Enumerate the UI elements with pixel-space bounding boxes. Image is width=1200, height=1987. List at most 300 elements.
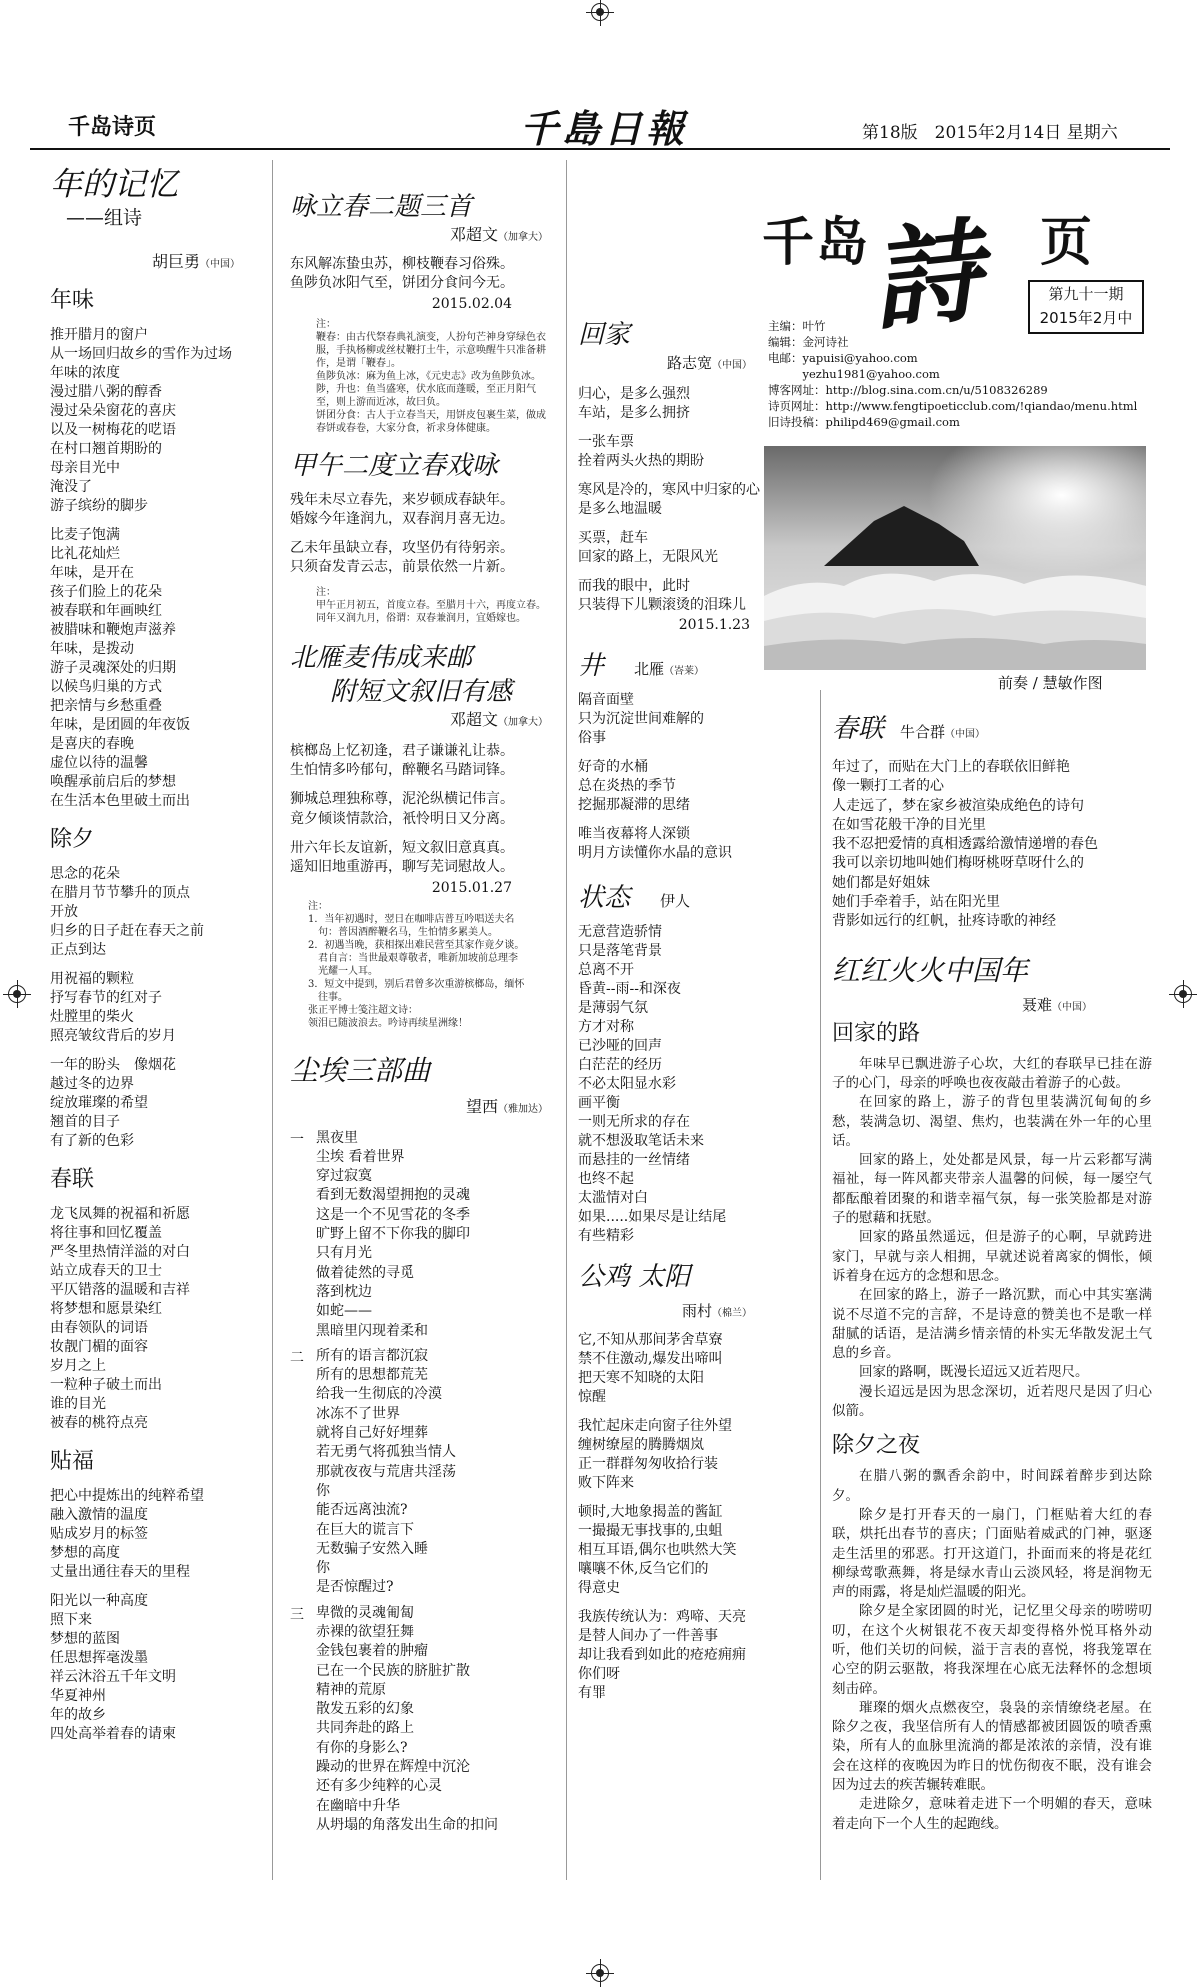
paragraph: 在腊八粥的飘香余韵中，时间踩着醉步到达除夕。 bbox=[832, 1468, 1152, 1504]
essay-paragraphs bbox=[832, 1467, 1152, 1834]
text-line: 一撮撮无事找事的,虫蛆 bbox=[578, 1523, 723, 1539]
text-line: 以候鸟归巢的方式 bbox=[50, 679, 162, 695]
photo-caption: 前奏 / 慧敏作图 bbox=[998, 674, 1103, 692]
text-line: 就不想汲取笔话未来 bbox=[578, 1133, 704, 1149]
text-line: 散发五彩的幻象 bbox=[316, 1701, 414, 1718]
text-line: 甲午正月初五，首度立春。至腊月十六，再度立春。 bbox=[316, 599, 546, 611]
text-line: 拴着两头火热的期盼 bbox=[578, 453, 704, 469]
text-line: 她们手牵着手，站在阳光里 bbox=[832, 894, 1000, 911]
text-line: 如果.....如果尽是让结尾 bbox=[578, 1209, 727, 1225]
section-heading: 除夕 bbox=[50, 827, 95, 852]
poem-notes bbox=[316, 318, 560, 435]
column-3 bbox=[578, 318, 758, 1703]
column-divider bbox=[272, 160, 273, 1880]
text-line: 而悬挂的一丝情绪 bbox=[578, 1152, 690, 1168]
paragraph: 走进除夕，意味着走进下一个明媚的春天，意味着走向下一个人生的起跑线。 bbox=[832, 1796, 1152, 1832]
section-lines bbox=[50, 1205, 265, 1433]
text-line: 买票，赶车 bbox=[578, 530, 648, 546]
poem-title: 甲午二度立春戏咏 bbox=[290, 450, 499, 481]
text-line: 至，则上游而近冰，故曰负。 bbox=[316, 396, 446, 408]
text-line: 绽放璀璨的希望 bbox=[50, 1095, 148, 1111]
essay-title: 红红火火中国年 bbox=[832, 953, 1029, 987]
text-line: 将往事和回忆覆盖 bbox=[50, 1225, 162, 1241]
text-line: 比麦子饱满 bbox=[50, 527, 120, 543]
text-line: 作，是谓「鞭春」。 bbox=[316, 357, 401, 369]
text-line: 一张车票 bbox=[578, 434, 634, 450]
issue-number: 第九十一期 bbox=[1048, 285, 1124, 303]
text-line: 淹没了 bbox=[50, 479, 92, 495]
text-line bbox=[578, 567, 758, 577]
editorial-info bbox=[768, 318, 1137, 430]
text-line: 它,不知从那间茅舍草寮 bbox=[578, 1332, 723, 1348]
registration-mark-bottom bbox=[591, 1964, 609, 1982]
text-line: 惊醒 bbox=[578, 1389, 606, 1405]
text-line: 车站，是多么拥挤 bbox=[578, 405, 690, 421]
text-line: 饼团分食：古人于立春当天，用饼皮包裹生菜，做成 bbox=[316, 409, 546, 421]
text-line: 能否远离浊流? bbox=[316, 1502, 408, 1519]
text-line bbox=[578, 519, 758, 529]
text-line: 黑暗里闪现着柔和 bbox=[316, 1322, 428, 1339]
text-line: 注： bbox=[316, 318, 336, 330]
text-line: 我忙起床走向窗子往外望 bbox=[578, 1418, 732, 1434]
text-line: 服，手执杨柳或丝杖鞭打土牛，示意唤醒牛只准备耕 bbox=[316, 344, 546, 356]
text-line: 由春领队的词语 bbox=[50, 1320, 148, 1336]
issue-date: 2015年2月中 bbox=[1039, 309, 1133, 327]
text-line: 一粒种子破土而出 bbox=[50, 1377, 162, 1393]
paragraph: 回家的路上，处处都是风景，每一片云彩都写满福祉，每一阵风都夹带亲人温馨的问候，每一屡空气都酝酿着团聚的和谐幸福气氛，每一张笑脸都是对游子的慰藉和抚慰。 bbox=[832, 1152, 1152, 1227]
text-line: 槟榔岛上忆初逢，君子谦谦礼让恭。 bbox=[290, 742, 514, 759]
text-line: 禁不住激动,爆发出啼叫 bbox=[578, 1351, 723, 1367]
part-lines bbox=[316, 1604, 498, 1836]
text-line bbox=[578, 423, 758, 433]
text-line: 而我的眼中，此时 bbox=[578, 578, 690, 594]
text-line: 残年未尽立春先，来岁顿成春缺年。 bbox=[290, 491, 514, 508]
poem-date: 2015.02.04 bbox=[431, 295, 512, 312]
text-line: 唯当夜幕将人深锁 bbox=[578, 826, 690, 842]
text-line: 年味，是开在 bbox=[50, 565, 134, 581]
text-line: 无数骗子安然入睡 bbox=[316, 1540, 428, 1557]
text-line: 开放 bbox=[50, 904, 78, 920]
text-line: 只有月光 bbox=[316, 1245, 372, 1262]
poem-title: 尘埃三部曲 bbox=[290, 1053, 431, 1087]
text-line: 若无勇气将孤独当情人 bbox=[316, 1444, 456, 1461]
text-line: 思念的花朵 bbox=[50, 866, 120, 882]
poem-subtitle: ——组诗 bbox=[66, 207, 143, 229]
masthead-title-right: 页 bbox=[1040, 212, 1093, 273]
text-line: 在腊月节节攀升的顶点 bbox=[50, 885, 190, 901]
poem-author: 邓超文（加拿大） bbox=[449, 225, 548, 244]
text-line: 在生活本色里破土而出 bbox=[50, 793, 190, 809]
poem-author: 路志宽（中国） bbox=[666, 354, 752, 372]
masthead-title-calligraphy: 詩 bbox=[864, 205, 988, 346]
text-line: 以及一树梅花的呓语 bbox=[50, 422, 176, 438]
text-line: 贴成岁月的标签 bbox=[50, 1526, 148, 1542]
poem-title: 北雁麦伟成来邮 bbox=[290, 642, 473, 673]
text-line: 梦想的高度 bbox=[50, 1545, 120, 1561]
poem-part bbox=[290, 1129, 560, 1341]
text-line: 顿时,大地象揭盖的酱缸 bbox=[578, 1504, 723, 1520]
text-line bbox=[50, 516, 265, 526]
paragraph: 在回家的路上，游子一路沉默，而心中其实塞满说不尽道不完的言辞，不是诗意的赞美也不是歌一样甜腻的话语，是洁满乡情亲情的朴实无华散发泥土气息的乡音。 bbox=[832, 1287, 1152, 1362]
poem-date: 2015.1.23 bbox=[678, 617, 750, 633]
text-line: 背影如远行的红帆，扯疼诗歌的神经 bbox=[832, 913, 1056, 930]
text-line: 我可以亲切地叫她们梅呀桃呀草呀什么的 bbox=[832, 855, 1084, 872]
text-line: 赤裸的欲望狂舞 bbox=[316, 1623, 414, 1640]
essay-section-title: 除夕之夜 bbox=[832, 1433, 921, 1459]
text-line: 给我一生彻底的冷漠 bbox=[316, 1386, 442, 1403]
text-line: 一年的盼头 像烟花 bbox=[50, 1057, 176, 1073]
text-line: 那就夜夜与荒唐共淫荡 bbox=[316, 1463, 456, 1480]
text-line: 这是一个不见雪花的冬季 bbox=[316, 1206, 470, 1223]
text-line bbox=[578, 1407, 758, 1417]
text-line: 俗事 bbox=[578, 730, 606, 746]
registration-mark-right bbox=[1174, 985, 1192, 1003]
text-line: 站立成春天的卫士 bbox=[50, 1263, 162, 1279]
text-line: 一则无所求的存在 bbox=[578, 1114, 690, 1130]
text-line: 挖掘那凝滞的思绪 bbox=[578, 797, 690, 813]
text-line: 落到枕边 bbox=[316, 1283, 372, 1300]
text-line: 鱼陟负冰：麻为鱼上冰，《元史志》改为鱼陟负冰。 bbox=[316, 370, 541, 382]
text-line: 主编：叶竹 bbox=[768, 319, 826, 333]
text-line: 把心中提炼出的纯粹希望 bbox=[50, 1488, 204, 1504]
text-line: 华夏神州 bbox=[50, 1688, 106, 1704]
text-line: 年味的浓度 bbox=[50, 365, 120, 381]
paragraph: 回家的路啊，既漫长迢远又近若咫尺。 bbox=[859, 1364, 1089, 1381]
text-line: 在巨大的谎言下 bbox=[316, 1521, 414, 1538]
text-line: 唤醒承前启后的梦想 bbox=[50, 774, 176, 790]
column-2 bbox=[290, 190, 560, 1835]
poem-lines bbox=[290, 742, 560, 878]
text-line: 只为沉淀世间难解的 bbox=[578, 711, 704, 727]
text-line: 四处高举着春的请柬 bbox=[50, 1726, 176, 1742]
text-line: 任思想挥毫泼墨 bbox=[50, 1650, 148, 1666]
text-line: 是喜庆的春晚 bbox=[50, 736, 134, 752]
text-line: 祥云沐浴五千年文明 bbox=[50, 1669, 176, 1685]
text-line: 鞭春：由古代祭春典礼演变，人扮句芒神身穿绿色衣 bbox=[316, 331, 546, 343]
text-line: 嚷嚷不休,反刍它们的 bbox=[578, 1561, 709, 1577]
text-line bbox=[578, 748, 758, 758]
text-line bbox=[50, 960, 265, 970]
text-line: 人走远了，梦在家乡被渲染成绝色的诗句 bbox=[832, 797, 1084, 814]
poem-title: 年的记忆 bbox=[50, 165, 179, 203]
text-line: 漫过腊八粥的醇香 bbox=[50, 384, 162, 400]
text-line: 遥知旧地重游再，聊写芜词慰故人。 bbox=[290, 859, 514, 876]
text-line: 旧诗投稿：philipd469@gmail.com bbox=[768, 415, 960, 429]
poem-part bbox=[290, 1347, 560, 1598]
text-line: 旷野上留不下你我的脚印 bbox=[316, 1226, 470, 1243]
text-line bbox=[578, 471, 758, 481]
text-line: 你 bbox=[316, 1482, 330, 1499]
poem-author: 北雁（峇莱） bbox=[634, 660, 705, 678]
text-line: 张正平博士笺注超文诗： bbox=[308, 1004, 418, 1016]
text-line: 把天寒不知晓的太阳 bbox=[578, 1370, 704, 1386]
text-line: 在村口翘首期盼的 bbox=[50, 441, 162, 457]
text-line: 寒风是冷的，寒风中归家的心 bbox=[578, 482, 760, 498]
text-line: 所有的语言都沉寂 bbox=[316, 1347, 428, 1364]
text-line: 画平衡 bbox=[578, 1095, 620, 1111]
text-line: 做着徒然的寻觅 bbox=[316, 1264, 414, 1281]
text-line: 阳光以一种高度 bbox=[50, 1593, 148, 1609]
text-line: 归乡的日子赶在春天之前 bbox=[50, 923, 204, 939]
registration-mark-top bbox=[591, 3, 609, 21]
poem-author: 牛合群（中国） bbox=[900, 723, 986, 741]
poem-title: 状态 bbox=[578, 883, 631, 913]
text-line bbox=[578, 815, 758, 825]
text-line: 看到无数渴望拥抱的灵魂 bbox=[316, 1187, 470, 1204]
registration-mark-left bbox=[8, 985, 26, 1003]
part-number: 一 bbox=[290, 1131, 304, 1148]
text-line: 在如雪花般干净的目光里 bbox=[832, 816, 986, 833]
text-line: 缠树缭屋的腾腾烟岚 bbox=[578, 1437, 704, 1453]
text-line: 游子缤纷的脚步 bbox=[50, 498, 148, 514]
text-line: 你 bbox=[316, 1560, 330, 1577]
text-line bbox=[290, 529, 560, 539]
text-line: 只须奋发青云志，前景依然一片新。 bbox=[290, 559, 514, 576]
text-line: 我族传统认为：鸡啼、天亮 bbox=[578, 1609, 746, 1625]
text-line: 败下阵来 bbox=[578, 1475, 634, 1491]
text-line: 你们呀 bbox=[578, 1666, 620, 1682]
text-line bbox=[50, 1582, 265, 1592]
text-line bbox=[578, 1493, 758, 1503]
text-line: 无意营造骄情 bbox=[578, 924, 662, 940]
text-line: 是替人间办了一件善事 bbox=[578, 1628, 718, 1644]
poem-lines bbox=[290, 255, 560, 294]
prelude-photo bbox=[764, 446, 1146, 670]
text-line: yezhu1981@yahoo.com bbox=[768, 367, 940, 381]
text-line: 狮城总理独称尊，泥沦纵横记伟言。 bbox=[290, 791, 514, 808]
paragraph: 除夕是打开春天的一扇门，门框贴着大红的春联，烘托出春节的喜庆；门面贴着威武的门神，驱逐走生活里的邪恶。打开这道门，扑面而来的将是花红柳绿莺歌燕舞，将是绿水青山云淡风轻，将是润物无声的雨露，将是灿烂温暖的阳光。 bbox=[832, 1506, 1152, 1601]
text-line bbox=[290, 780, 560, 790]
poem-header bbox=[578, 649, 758, 683]
poem-title: 春联 bbox=[832, 714, 885, 744]
paragraph: 璀璨的烟火点燃夜空，袅袅的亲情缭绕老屋。在除夕之夜，我坚信所有人的情感都被团圆饭的喷香熏染，所有人的血脉里流淌的都是浓浓的亲情，没有谁会在这样的夜晚因为昨日的忧伤彻夜不眠，没有谁会因为过去的疾苦辗转难眠。 bbox=[832, 1699, 1152, 1794]
text-line: 鱼陟负冰阳气至，饼团分食问今无。 bbox=[290, 275, 514, 292]
column-divider bbox=[820, 690, 821, 1880]
text-line bbox=[578, 1598, 758, 1608]
masthead-title-left: 千岛 bbox=[762, 212, 871, 273]
text-line: 把亲情与乡愁重叠 bbox=[50, 698, 162, 714]
text-line: 往事。 bbox=[308, 991, 348, 1003]
part-lines bbox=[316, 1129, 470, 1341]
paragraph: 在回家的路上，游子的背包里装满沉甸甸的乡愁，装满急切、渴望、焦灼，也装满在外一年的心里话。 bbox=[832, 1094, 1152, 1149]
paragraph: 漫长迢远是因为思念深切，近若咫尺是因了归心似箭。 bbox=[832, 1383, 1152, 1420]
text-line: 穿过寂寞 bbox=[316, 1168, 372, 1185]
section-lines bbox=[50, 865, 265, 1151]
section-heading: 春联 bbox=[50, 1167, 95, 1192]
text-line: 回家的路上，无限风光 bbox=[578, 549, 718, 565]
text-line: 却让我看到如此的疮疮痈痈 bbox=[578, 1647, 746, 1663]
essay-author: 聂难（中国） bbox=[1021, 995, 1092, 1014]
poem-part bbox=[290, 1604, 560, 1836]
text-line: 归心，是多么强烈 bbox=[578, 386, 690, 402]
text-line: 乙未年虽缺立春，攻坚仍有待躬亲。 bbox=[290, 540, 514, 557]
text-line: 相互耳语,偶尔也哄然大笑 bbox=[578, 1542, 737, 1558]
text-line: 电邮：yapuisi@yahoo.com bbox=[768, 351, 918, 365]
section-name: 千岛诗页 bbox=[68, 115, 157, 140]
section-lines bbox=[50, 326, 265, 811]
text-line: 严冬里热情洋溢的对白 bbox=[50, 1244, 190, 1260]
text-line: 梦想的蓝图 bbox=[50, 1631, 120, 1647]
text-line: 有你的身影么? bbox=[316, 1739, 408, 1756]
text-line: 年味，是团圆的年夜饭 bbox=[50, 717, 190, 733]
part-number: 二 bbox=[290, 1349, 304, 1366]
text-line: 婚嫁今年逢润九，双春润月喜无边。 bbox=[290, 510, 514, 527]
column-divider bbox=[566, 160, 567, 1880]
text-line: 好奇的水桶 bbox=[578, 759, 648, 775]
text-line: 在幽暗中升华 bbox=[316, 1797, 400, 1814]
section-heading: 年味 bbox=[50, 288, 95, 313]
text-line: 生怕情多吟郁句，醉鞭名马踏词锋。 bbox=[290, 762, 514, 779]
poem-title: 公鸡 太阳 bbox=[578, 1262, 691, 1292]
poem-notes bbox=[316, 586, 560, 625]
text-line: 注： bbox=[308, 900, 328, 912]
text-line: 年的故乡 bbox=[50, 1707, 106, 1723]
text-line: 推开腊月的窗户 bbox=[50, 327, 148, 343]
text-line: 虚位以待的温馨 bbox=[50, 755, 148, 771]
text-line: 3．短文中提到，别后君曾多次重游槟榔岛，缅怀 bbox=[308, 978, 525, 990]
poem-title: 井 bbox=[578, 651, 605, 681]
text-line: 金钱包裹着的肿瘤 bbox=[316, 1643, 428, 1660]
header-rule bbox=[30, 148, 1170, 150]
edition-info: 第18版 2015年2月14日 星期六 bbox=[862, 123, 1118, 143]
text-line: 从坍塌的角落发出生命的扣问 bbox=[316, 1816, 498, 1833]
text-line: 融入激情的温度 bbox=[50, 1507, 148, 1523]
text-line: 正一群群匆匆收拾行装 bbox=[578, 1456, 718, 1472]
text-line: 还有多少纯粹的心灵 bbox=[316, 1778, 442, 1795]
text-line: 躁动的世界在辉煌中沉沦 bbox=[316, 1759, 470, 1776]
text-line: 岁月之上 bbox=[50, 1358, 106, 1374]
text-line: 从一场回归故乡的雪作为过场 bbox=[50, 346, 232, 362]
poem-lines bbox=[578, 385, 758, 615]
part-number: 三 bbox=[290, 1606, 304, 1623]
text-line: 丈量出通往春天的里程 bbox=[50, 1564, 190, 1580]
text-line: 有罪 bbox=[578, 1685, 606, 1701]
poem-author: 伊人 bbox=[660, 892, 691, 910]
text-line: 昏黄--雨--和深夜 bbox=[578, 981, 681, 997]
poem-author: 胡巨勇（中国） bbox=[151, 252, 240, 271]
text-line: 就将自己好好埋葬 bbox=[316, 1425, 428, 1442]
text-line: 我不忍把爱情的真相透露给激情递增的春色 bbox=[832, 836, 1098, 853]
text-line: 照下来 bbox=[50, 1612, 92, 1628]
text-line: 所有的思想都荒芜 bbox=[316, 1367, 428, 1384]
essay-paragraphs bbox=[832, 1055, 1152, 1422]
poem-lines bbox=[832, 758, 1152, 932]
text-line: 比礼花灿烂 bbox=[50, 546, 120, 562]
text-line: 年过了，而贴在大门上的春联依旧鲜艳 bbox=[832, 759, 1070, 775]
text-line: 春饼或春卷，大家分食，祈求身体健康。 bbox=[316, 422, 496, 434]
text-line: 被腊味和鞭炮声滋养 bbox=[50, 622, 176, 638]
text-line: 隔音面壁 bbox=[578, 692, 634, 708]
text-line bbox=[50, 1046, 265, 1056]
text-line: 卅六年长友谊新，短文叙旧意真真。 bbox=[290, 839, 514, 856]
text-line: 灶膛里的柴火 bbox=[50, 1009, 134, 1025]
text-line bbox=[290, 829, 560, 839]
poem-author: 邓超文（加拿大） bbox=[449, 709, 548, 729]
text-line: 编辑：金河诗社 bbox=[768, 335, 849, 349]
text-line: 翘首的目子 bbox=[50, 1114, 120, 1130]
text-line: 母亲目光中 bbox=[50, 460, 120, 476]
text-line: 精神的荒原 bbox=[316, 1681, 386, 1698]
text-line: 谁的目光 bbox=[50, 1396, 106, 1412]
text-line: 同年又润九月，俗谓：双春兼润月，宜婚嫁也。 bbox=[316, 612, 526, 624]
poem-title: 回家 bbox=[578, 320, 631, 350]
text-line: 注： bbox=[316, 586, 336, 598]
text-line: 黑夜里 bbox=[316, 1129, 358, 1146]
part-lines bbox=[316, 1347, 456, 1598]
column-4 bbox=[832, 712, 1152, 1834]
text-line: 明月方读懂你水晶的意识 bbox=[578, 845, 732, 861]
paragraph: 年味早已飘进游子心坎，大红的春联早已挂在游子的心门，母亲的呼唤也夜夜敲击着游子的心鼓。 bbox=[832, 1055, 1152, 1091]
text-line: 光耀一人耳。 bbox=[308, 965, 378, 977]
text-line: 是薄弱气氛 bbox=[578, 1000, 648, 1016]
text-line: 被春联和年画映红 bbox=[50, 603, 162, 619]
text-line: 像一颗打工者的心 bbox=[832, 778, 944, 795]
text-line: 年味，是拨动 bbox=[50, 641, 134, 657]
text-line: 君自言：当世最艰尊敬者，唯新加坡前总理李 bbox=[308, 952, 518, 964]
text-line: 只装得下儿颗滚烫的泪珠儿 bbox=[578, 597, 746, 613]
poem-lines bbox=[578, 1331, 758, 1703]
text-line: 领泪已随波浪去。吟诗再续星洲缘！ bbox=[308, 1017, 468, 1029]
text-line: 越过冬的边界 bbox=[50, 1076, 134, 1092]
text-line: 白茫茫的经历 bbox=[578, 1057, 662, 1073]
text-line: 龙飞凤舞的祝福和祈愿 bbox=[50, 1206, 190, 1222]
text-line: 她们都是好姐妹 bbox=[832, 874, 930, 891]
text-line: 得意史 bbox=[578, 1580, 620, 1596]
text-line: 是多么地温暖 bbox=[578, 501, 662, 517]
poem-title: 咏立春二题三首 bbox=[290, 192, 473, 222]
paragraph: 除夕是全家团圆的时光，记忆里父母亲的唠唠叨叨，在这个火树银花不夜天却变得格外悦耳格外动听，他们关切的问候，溢于言表的喜悦，将我笼罩在心空的阴云驱散，将我深埋在心底无法释怀的念想顷刻击碎。 bbox=[832, 1603, 1152, 1697]
text-line: 太滥情对白 bbox=[578, 1190, 648, 1206]
text-line: 已沙哑的回声 bbox=[578, 1038, 662, 1054]
poem-year-memory bbox=[50, 165, 265, 1744]
text-line: 只是落笔背景 bbox=[578, 943, 662, 959]
text-line: 共同奔赴的路上 bbox=[316, 1720, 414, 1737]
text-line: 句：普因酒醉鞭名马，生怕情多累美人。 bbox=[308, 926, 498, 938]
text-line: 是否惊醒过? bbox=[316, 1579, 394, 1596]
poem-date: 2015.01.27 bbox=[431, 879, 512, 896]
text-line: 也终不起 bbox=[578, 1171, 634, 1187]
text-line: 漫过朵朵窗花的喜庆 bbox=[50, 403, 176, 419]
text-line: 被春的桃符点亮 bbox=[50, 1415, 148, 1431]
text-line: 2．初遇当晚，获相探出难民营至其家作竟夕谈。 bbox=[308, 939, 525, 951]
text-line: 正点到达 bbox=[50, 942, 106, 958]
text-line: 总在炎热的季节 bbox=[578, 778, 676, 794]
poem-title-line2: 附短文叙旧有感 bbox=[330, 676, 513, 707]
text-line: 竟夕倾谈情款洽，衹怜明日又分离。 bbox=[290, 810, 514, 827]
poem-lines bbox=[578, 691, 758, 863]
text-line: 游子灵魂深处的归期 bbox=[50, 660, 176, 676]
text-line: 平仄错落的温暖和吉祥 bbox=[50, 1282, 190, 1298]
text-line: 东风解冻蛰虫苏，柳枝鞭春习俗殊。 bbox=[290, 256, 514, 272]
newspaper-logo: 千島日報 bbox=[520, 106, 689, 151]
text-line: 1．当年初遇时，翌日在咖啡店普互吟唱送夫名 bbox=[308, 913, 515, 925]
poem-lines bbox=[290, 491, 560, 578]
text-line: 博客网址：http://blog.sina.com.cn/u/5108326289 bbox=[768, 383, 1048, 397]
paragraph: 回家的路虽然遥远，但是游子的心啊，早就跨进家门，早就与亲人相拥，早就述说着离家的惆怅，倾诉着身在远方的念想和思念。 bbox=[832, 1229, 1152, 1284]
text-line: 照亮皱纹背后的岁月 bbox=[50, 1028, 176, 1044]
section-heading: 贴福 bbox=[50, 1449, 95, 1474]
text-line: 如蛇—— bbox=[316, 1303, 372, 1320]
poem-author: 望西（雅加达） bbox=[465, 1096, 548, 1116]
text-line: 尘埃 看着世界 bbox=[316, 1148, 405, 1165]
text-line: 用祝福的颗粒 bbox=[50, 971, 134, 987]
text-line: 有些精彩 bbox=[578, 1228, 634, 1244]
text-line: 方才对称 bbox=[578, 1019, 634, 1035]
text-line: 孩子们脸上的花朵 bbox=[50, 584, 162, 600]
section-lines bbox=[50, 1487, 265, 1744]
text-line: 抒写春节的红对子 bbox=[50, 990, 162, 1006]
poem-lines bbox=[578, 923, 758, 1246]
